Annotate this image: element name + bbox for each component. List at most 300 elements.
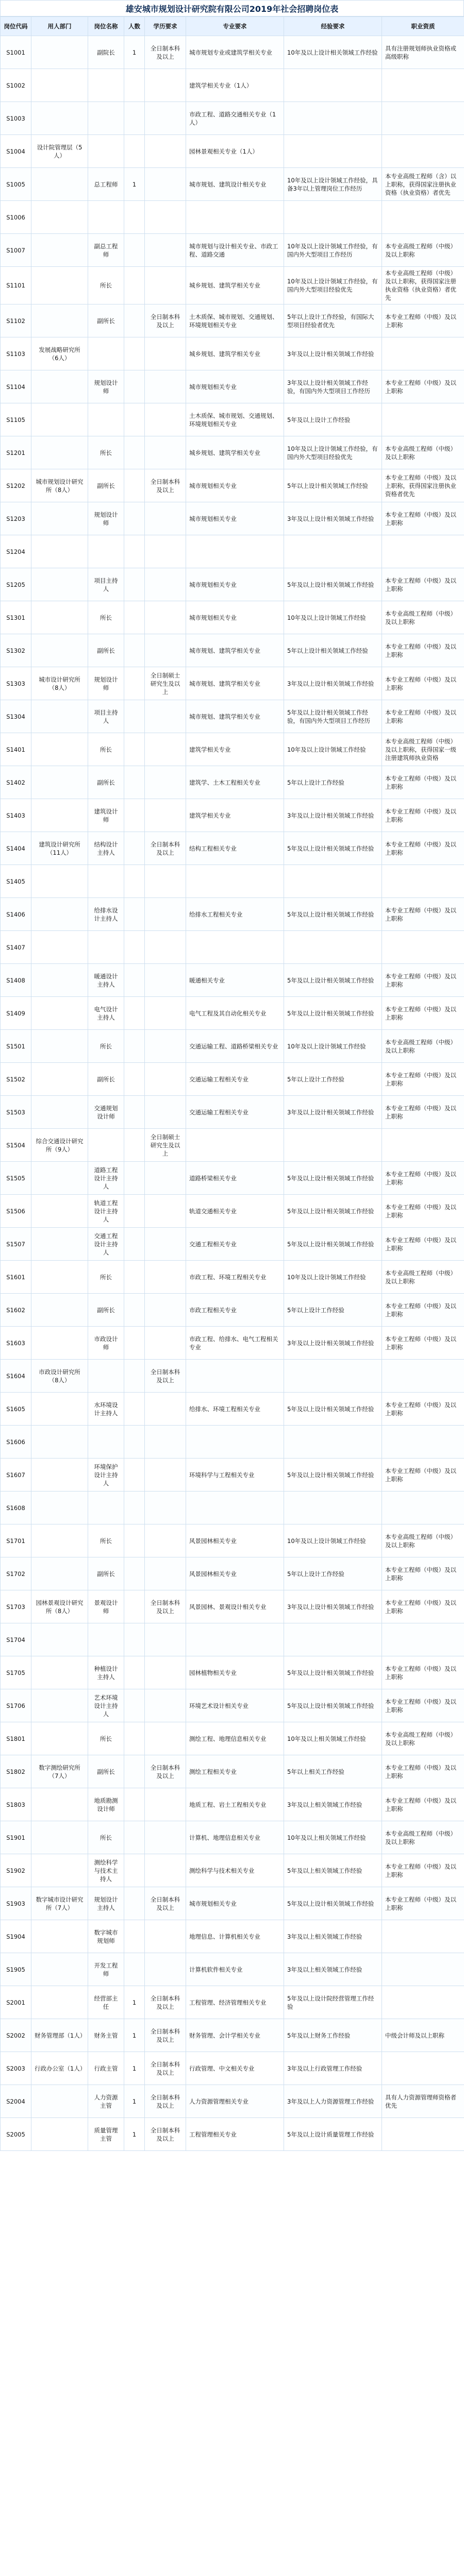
header-cell: 用人部门 bbox=[31, 17, 88, 36]
major-requirement-cell: 城市规划相关专业 bbox=[186, 568, 284, 601]
department-cell bbox=[31, 1920, 88, 1953]
education-cell bbox=[145, 700, 186, 733]
headcount-cell bbox=[124, 1887, 145, 1920]
qualification-cell: 本专业工程师（中级）及以上职称 bbox=[382, 997, 464, 1030]
table-row bbox=[1, 1689, 464, 1722]
header-cell: 人数 bbox=[124, 17, 145, 36]
post-code-cell: S1408 bbox=[1, 964, 31, 997]
header-cell: 岗位名称 bbox=[88, 17, 124, 36]
experience-requirement-cell bbox=[284, 1360, 382, 1393]
qualification-cell: 本专业工程师（中级）及以上职称 bbox=[382, 799, 464, 832]
headcount-cell bbox=[124, 69, 145, 102]
department-cell bbox=[31, 1722, 88, 1755]
qualification-cell: 本专业工程师（中级）及以上职称 bbox=[382, 1459, 464, 1492]
post-code-cell: S1802 bbox=[1, 1755, 31, 1788]
post-name-cell: 地质勘测设计师 bbox=[88, 1788, 124, 1821]
qualification-cell: 本专业工程师（中级）及以上职称 bbox=[382, 1327, 464, 1360]
education-cell bbox=[145, 601, 186, 634]
experience-requirement-cell: 5年及以上设计相关领域工作经验 bbox=[284, 1393, 382, 1426]
post-name-cell: 规划设计师 bbox=[88, 502, 124, 535]
experience-requirement-cell: 5年以上设计相关领域工作经验 bbox=[284, 469, 382, 502]
major-requirement-cell: 道路桥梁相关专业 bbox=[186, 1162, 284, 1195]
education-cell bbox=[145, 898, 186, 931]
qualification-cell: 本专业工程师（中级）及以上职称 bbox=[382, 1557, 464, 1590]
qualification-cell: 本专业高级工程师（中级）及以上职称 bbox=[382, 601, 464, 634]
post-code-cell: S1403 bbox=[1, 799, 31, 832]
qualification-cell bbox=[382, 931, 464, 964]
experience-requirement-cell: 3年及以上设计相关领域工作经验 bbox=[284, 667, 382, 700]
department-cell bbox=[31, 1821, 88, 1854]
post-code-cell: S1201 bbox=[1, 436, 31, 469]
experience-requirement-cell: 10年及以上设计领域工作经验 bbox=[284, 1524, 382, 1557]
post-name-cell: 所长 bbox=[88, 601, 124, 634]
table-row bbox=[1, 1426, 464, 1459]
education-cell bbox=[145, 1689, 186, 1722]
headcount-cell: 1 bbox=[124, 2118, 145, 2151]
qualification-cell: 中级会计师及以上职称 bbox=[382, 2019, 464, 2052]
post-code-cell: S1607 bbox=[1, 1459, 31, 1492]
department-cell bbox=[31, 799, 88, 832]
post-code-cell: S1401 bbox=[1, 733, 31, 766]
department-cell bbox=[31, 634, 88, 667]
department-cell bbox=[31, 234, 88, 267]
qualification-cell: 本专业高级工程师（中级）及以上职称 bbox=[382, 1524, 464, 1557]
post-name-cell: 副所长 bbox=[88, 1063, 124, 1096]
department-cell bbox=[31, 1788, 88, 1821]
table-row bbox=[1, 2052, 464, 2085]
experience-requirement-cell: 10年及以上设计领域工作经验 bbox=[284, 1261, 382, 1294]
table-row bbox=[1, 304, 464, 337]
major-requirement-cell: 城乡规划、建筑学相关专业 bbox=[186, 267, 284, 304]
headcount-cell bbox=[124, 1590, 145, 1623]
education-cell bbox=[145, 267, 186, 304]
experience-requirement-cell bbox=[284, 1492, 382, 1524]
department-cell bbox=[31, 2085, 88, 2118]
post-name-cell: 交通规划设计师 bbox=[88, 1096, 124, 1129]
department-cell bbox=[31, 201, 88, 234]
headcount-cell bbox=[124, 1261, 145, 1294]
department-cell bbox=[31, 1492, 88, 1524]
headcount-cell bbox=[124, 799, 145, 832]
post-code-cell: S1705 bbox=[1, 1656, 31, 1689]
major-requirement-cell: 土木质保、城市规划、交通规划、环境规划相关专业 bbox=[186, 403, 284, 436]
experience-requirement-cell: 10年及以上设计领域工作经验 bbox=[284, 733, 382, 766]
table-row bbox=[1, 267, 464, 304]
experience-requirement-cell: 10年及以上相关领域工作经验 bbox=[284, 1722, 382, 1755]
education-cell: 全日制硕士研究生及以上 bbox=[145, 1129, 186, 1162]
headcount-cell bbox=[124, 997, 145, 1030]
department-cell bbox=[31, 502, 88, 535]
department-cell: 城市设计研究所（8人） bbox=[31, 667, 88, 700]
post-code-cell: S1904 bbox=[1, 1920, 31, 1953]
experience-requirement-cell: 10年及以上设计领域工作经验 bbox=[284, 601, 382, 634]
post-name-cell: 所长 bbox=[88, 1524, 124, 1557]
post-code-cell: S1302 bbox=[1, 634, 31, 667]
department-cell: 市政设计研究所（8人） bbox=[31, 1360, 88, 1393]
major-requirement-cell: 交通工程相关专业 bbox=[186, 1228, 284, 1261]
experience-requirement-cell bbox=[284, 102, 382, 135]
post-name-cell bbox=[88, 535, 124, 568]
post-code-cell: S1903 bbox=[1, 1887, 31, 1920]
table-row bbox=[1, 135, 464, 168]
headcount-cell bbox=[124, 931, 145, 964]
education-cell bbox=[145, 436, 186, 469]
post-code-cell: S1407 bbox=[1, 931, 31, 964]
post-name-cell: 副所长 bbox=[88, 634, 124, 667]
experience-requirement-cell bbox=[284, 1129, 382, 1162]
post-name-cell: 艺术环境设计主持人 bbox=[88, 1689, 124, 1722]
department-cell bbox=[31, 1162, 88, 1195]
headcount-cell: 1 bbox=[124, 2085, 145, 2118]
table-row bbox=[1, 403, 464, 436]
experience-requirement-cell bbox=[284, 865, 382, 898]
post-name-cell bbox=[88, 69, 124, 102]
post-name-cell: 水环境设计主持人 bbox=[88, 1393, 124, 1426]
post-code-cell: S1301 bbox=[1, 601, 31, 634]
department-cell bbox=[31, 370, 88, 403]
department-cell: 园林景观设计研究所（8人） bbox=[31, 1590, 88, 1623]
post-code-cell: S2004 bbox=[1, 2085, 31, 2118]
education-cell: 全日制本科及以上 bbox=[145, 36, 186, 69]
education-cell bbox=[145, 234, 186, 267]
education-cell bbox=[145, 931, 186, 964]
experience-requirement-cell: 5年及以上相关领域工作经验 bbox=[284, 1854, 382, 1887]
department-cell bbox=[31, 36, 88, 69]
education-cell: 全日制硕士研究生及以上 bbox=[145, 667, 186, 700]
major-requirement-cell: 城乡规划、建筑学相关专业 bbox=[186, 436, 284, 469]
post-name-cell: 建筑设计师 bbox=[88, 799, 124, 832]
headcount-cell bbox=[124, 898, 145, 931]
qualification-cell bbox=[382, 1986, 464, 2019]
headcount-cell bbox=[124, 502, 145, 535]
education-cell bbox=[145, 1228, 186, 1261]
education-cell bbox=[145, 1492, 186, 1524]
education-cell bbox=[145, 102, 186, 135]
table-row bbox=[1, 1030, 464, 1063]
department-cell bbox=[31, 436, 88, 469]
qualification-cell bbox=[382, 135, 464, 168]
experience-requirement-cell: 5年及以上设计相关领域工作经验 bbox=[284, 1228, 382, 1261]
department-cell: 综合交通设计研究所（9人） bbox=[31, 1129, 88, 1162]
department-cell: 行政办公室（1人） bbox=[31, 2052, 88, 2085]
post-code-cell: S1406 bbox=[1, 898, 31, 931]
experience-requirement-cell: 3年及以上设计相关领域工作经验，有国内外大型项目工作经历 bbox=[284, 370, 382, 403]
major-requirement-cell: 城市规划相关专业 bbox=[186, 502, 284, 535]
experience-requirement-cell: 5年及以上设计相关领域工作经验 bbox=[284, 568, 382, 601]
education-cell bbox=[145, 799, 186, 832]
education-cell bbox=[145, 766, 186, 799]
department-cell bbox=[31, 766, 88, 799]
post-name-cell: 规划设计主持人 bbox=[88, 1887, 124, 1920]
qualification-cell bbox=[382, 2118, 464, 2151]
table-row bbox=[1, 1788, 464, 1821]
major-requirement-cell: 市政工程、给排水、电气工程相关专业 bbox=[186, 1327, 284, 1360]
education-cell bbox=[145, 370, 186, 403]
major-requirement-cell: 建筑学相关专业 bbox=[186, 733, 284, 766]
table-body bbox=[1, 36, 464, 2151]
qualification-cell bbox=[382, 1920, 464, 1953]
table-row bbox=[1, 436, 464, 469]
post-name-cell: 项目主持人 bbox=[88, 700, 124, 733]
department-cell bbox=[31, 1854, 88, 1887]
education-cell bbox=[145, 1195, 186, 1228]
experience-requirement-cell: 3年及以上设计相关领域工作经验 bbox=[284, 1327, 382, 1360]
department-cell: 设计院管理层（5人） bbox=[31, 135, 88, 168]
experience-requirement-cell: 10年及以上设计领域工作经验，有国内外大型项目经验优先 bbox=[284, 267, 382, 304]
department-cell bbox=[31, 1986, 88, 2019]
major-requirement-cell: 建筑学、土木工程相关专业 bbox=[186, 766, 284, 799]
post-name-cell: 市政设计师 bbox=[88, 1327, 124, 1360]
headcount-cell bbox=[124, 535, 145, 568]
qualification-cell: 本专业高级工程师（中级）及以上职称 bbox=[382, 1030, 464, 1063]
education-cell bbox=[145, 634, 186, 667]
experience-requirement-cell: 5年及以上设计相关领域工作经验 bbox=[284, 997, 382, 1030]
experience-requirement-cell: 3年及以上设计相关领域工作经验 bbox=[284, 1590, 382, 1623]
major-requirement-cell: 城市规划与设计相关专业、市政工程、道路交通 bbox=[186, 234, 284, 267]
table-row bbox=[1, 733, 464, 766]
major-requirement-cell bbox=[186, 1623, 284, 1656]
department-cell bbox=[31, 1459, 88, 1492]
education-cell bbox=[145, 1557, 186, 1590]
qualification-cell: 本专业工程师（中级）及以上职称 bbox=[382, 1195, 464, 1228]
post-name-cell bbox=[88, 1129, 124, 1162]
table-row bbox=[1, 1459, 464, 1492]
major-requirement-cell: 工程管理、经济管理相关专业 bbox=[186, 1986, 284, 2019]
major-requirement-cell: 城市规划相关专业 bbox=[186, 469, 284, 502]
headcount-cell bbox=[124, 234, 145, 267]
headcount-cell bbox=[124, 1030, 145, 1063]
department-cell bbox=[31, 1327, 88, 1360]
post-name-cell bbox=[88, 135, 124, 168]
experience-requirement-cell: 3年及以上设计相关领域工作经验 bbox=[284, 799, 382, 832]
headcount-cell bbox=[124, 469, 145, 502]
education-cell: 全日制本科及以上 bbox=[145, 2052, 186, 2085]
education-cell bbox=[145, 1096, 186, 1129]
headcount-cell bbox=[124, 102, 145, 135]
education-cell bbox=[145, 1920, 186, 1953]
post-name-cell bbox=[88, 865, 124, 898]
department-cell bbox=[31, 1030, 88, 1063]
education-cell bbox=[145, 337, 186, 370]
experience-requirement-cell bbox=[284, 931, 382, 964]
major-requirement-cell: 轨道交通相关专业 bbox=[186, 1195, 284, 1228]
major-requirement-cell bbox=[186, 1492, 284, 1524]
department-cell bbox=[31, 1096, 88, 1129]
education-cell bbox=[145, 1063, 186, 1096]
education-cell bbox=[145, 1623, 186, 1656]
education-cell bbox=[145, 69, 186, 102]
qualification-cell bbox=[382, 102, 464, 135]
department-cell bbox=[31, 1623, 88, 1656]
table-row bbox=[1, 964, 464, 997]
major-requirement-cell: 建筑学相关专业（1人） bbox=[186, 69, 284, 102]
experience-requirement-cell bbox=[284, 1623, 382, 1656]
education-cell bbox=[145, 1393, 186, 1426]
qualification-cell bbox=[382, 2052, 464, 2085]
major-requirement-cell: 风景园林相关专业 bbox=[186, 1557, 284, 1590]
qualification-cell: 本专业工程师（中级）及以上职称 bbox=[382, 766, 464, 799]
education-cell bbox=[145, 568, 186, 601]
department-cell bbox=[31, 568, 88, 601]
major-requirement-cell: 地质工程、岩土工程相关专业 bbox=[186, 1788, 284, 1821]
post-code-cell: S1105 bbox=[1, 403, 31, 436]
post-code-cell: S1405 bbox=[1, 865, 31, 898]
headcount-cell bbox=[124, 568, 145, 601]
department-cell bbox=[31, 964, 88, 997]
department-cell: 城市规划设计研究所（8人） bbox=[31, 469, 88, 502]
department-cell bbox=[31, 403, 88, 436]
department-cell: 数字测绘研究所（7人） bbox=[31, 1755, 88, 1788]
department-cell: 建筑设计研究所（11人） bbox=[31, 832, 88, 865]
post-code-cell: S1404 bbox=[1, 832, 31, 865]
table-row bbox=[1, 1920, 464, 1953]
table-row bbox=[1, 2019, 464, 2052]
post-code-cell: S1507 bbox=[1, 1228, 31, 1261]
experience-requirement-cell: 5年及以上设计相关领域工作经验 bbox=[284, 1887, 382, 1920]
major-requirement-cell bbox=[186, 1426, 284, 1459]
headcount-cell bbox=[124, 1656, 145, 1689]
headcount-cell bbox=[124, 304, 145, 337]
headcount-cell bbox=[124, 1623, 145, 1656]
post-code-cell: S1102 bbox=[1, 304, 31, 337]
qualification-cell: 本专业工程师（中级）及以上职称 bbox=[382, 964, 464, 997]
major-requirement-cell: 交通运输工程相关专业 bbox=[186, 1096, 284, 1129]
table-row bbox=[1, 535, 464, 568]
headcount-cell bbox=[124, 964, 145, 997]
education-cell: 全日制本科及以上 bbox=[145, 304, 186, 337]
post-code-cell: S1005 bbox=[1, 168, 31, 201]
post-code-cell: S1603 bbox=[1, 1327, 31, 1360]
table-row bbox=[1, 1063, 464, 1096]
experience-requirement-cell: 3年及以上设计相关领域工作经验 bbox=[284, 502, 382, 535]
qualification-cell: 本专业工程师（中级）及以上职称 bbox=[382, 898, 464, 931]
education-cell: 全日制本科及以上 bbox=[145, 1986, 186, 2019]
table-row bbox=[1, 1821, 464, 1854]
experience-requirement-cell: 3年及以上相关领域工作经验 bbox=[284, 1920, 382, 1953]
major-requirement-cell bbox=[186, 1360, 284, 1393]
qualification-cell: 本专业高级工程师（中级）及以上职称 bbox=[382, 436, 464, 469]
experience-requirement-cell: 3年及以上相关领域工作经验 bbox=[284, 1788, 382, 1821]
post-code-cell: S2003 bbox=[1, 2052, 31, 2085]
department-cell bbox=[31, 997, 88, 1030]
table-row bbox=[1, 865, 464, 898]
education-cell: 全日制本科及以上 bbox=[145, 2085, 186, 2118]
qualification-cell: 本专业工程师（中级）及以上职称 bbox=[382, 832, 464, 865]
education-cell bbox=[145, 1030, 186, 1063]
major-requirement-cell bbox=[186, 865, 284, 898]
major-requirement-cell: 测绘工程、地理信息相关专业 bbox=[186, 1722, 284, 1755]
post-name-cell: 人力资源主管 bbox=[88, 2085, 124, 2118]
qualification-cell bbox=[382, 69, 464, 102]
table-row bbox=[1, 1492, 464, 1524]
headcount-cell bbox=[124, 1228, 145, 1261]
education-cell bbox=[145, 1788, 186, 1821]
education-cell: 全日制本科及以上 bbox=[145, 832, 186, 865]
post-name-cell: 环境保护设计主持人 bbox=[88, 1459, 124, 1492]
major-requirement-cell: 风景园林相关专业 bbox=[186, 1524, 284, 1557]
table-row bbox=[1, 1524, 464, 1557]
qualification-cell: 本专业高级工程师（中级）及以上职称 bbox=[382, 1261, 464, 1294]
post-code-cell: S1801 bbox=[1, 1722, 31, 1755]
table-row bbox=[1, 898, 464, 931]
qualification-cell: 本专业工程师（中级）及以上职称 bbox=[382, 568, 464, 601]
major-requirement-cell: 暖通相关专业 bbox=[186, 964, 284, 997]
post-name-cell bbox=[88, 102, 124, 135]
headcount-cell bbox=[124, 267, 145, 304]
department-cell bbox=[31, 304, 88, 337]
post-name-cell: 电气设计主持人 bbox=[88, 997, 124, 1030]
table-row bbox=[1, 601, 464, 634]
department-cell bbox=[31, 1524, 88, 1557]
post-code-cell: S1001 bbox=[1, 36, 31, 69]
table-row bbox=[1, 1294, 464, 1327]
department-cell bbox=[31, 865, 88, 898]
department-cell bbox=[31, 1426, 88, 1459]
qualification-cell: 本专业工程师（中级）及以上职称 bbox=[382, 1228, 464, 1261]
table-row bbox=[1, 1986, 464, 2019]
headcount-cell bbox=[124, 601, 145, 634]
major-requirement-cell: 计算机软件相关专业 bbox=[186, 1953, 284, 1986]
major-requirement-cell: 结构工程相关专业 bbox=[186, 832, 284, 865]
major-requirement-cell: 城市规划相关专业 bbox=[186, 370, 284, 403]
experience-requirement-cell: 5年及以上设计相关领域工作经验 bbox=[284, 832, 382, 865]
headcount-cell: 1 bbox=[124, 1986, 145, 2019]
post-code-cell: S1602 bbox=[1, 1294, 31, 1327]
table-row bbox=[1, 102, 464, 135]
qualification-cell bbox=[382, 1953, 464, 1986]
education-cell bbox=[145, 1854, 186, 1887]
experience-requirement-cell: 5年及以上设计相关领域工作经验 bbox=[284, 964, 382, 997]
header-cell: 岗位代码 bbox=[1, 17, 31, 36]
major-requirement-cell: 给排水工程相关专业 bbox=[186, 898, 284, 931]
qualification-cell: 本专业工程师（中级）及以上职称 bbox=[382, 1590, 464, 1623]
headcount-cell bbox=[124, 1096, 145, 1129]
major-requirement-cell: 风景园林、景观设计相关专业 bbox=[186, 1590, 284, 1623]
education-cell bbox=[145, 135, 186, 168]
department-cell bbox=[31, 1953, 88, 1986]
headcount-cell bbox=[124, 1689, 145, 1722]
experience-requirement-cell: 5年以上设计工作经验 bbox=[284, 1063, 382, 1096]
table-row bbox=[1, 1162, 464, 1195]
experience-requirement-cell: 10年及以上设计领域工作经验 bbox=[284, 1030, 382, 1063]
experience-requirement-cell bbox=[284, 69, 382, 102]
post-code-cell: S2002 bbox=[1, 2019, 31, 2052]
qualification-cell: 本专业高级工程师（中级）及以上职称，获得国家一级注册建筑师执业资格 bbox=[382, 733, 464, 766]
education-cell: 全日制本科及以上 bbox=[145, 1590, 186, 1623]
table-row bbox=[1, 700, 464, 733]
post-name-cell: 所长 bbox=[88, 1030, 124, 1063]
post-name-cell: 测绘科学与技术主持人 bbox=[88, 1854, 124, 1887]
table-row bbox=[1, 201, 464, 234]
major-requirement-cell: 市政工程相关专业 bbox=[186, 1294, 284, 1327]
qualification-cell bbox=[382, 1360, 464, 1393]
table-row bbox=[1, 1623, 464, 1656]
department-cell bbox=[31, 1063, 88, 1096]
education-cell bbox=[145, 1953, 186, 1986]
table-row bbox=[1, 2118, 464, 2151]
post-code-cell: S1303 bbox=[1, 667, 31, 700]
major-requirement-cell bbox=[186, 931, 284, 964]
table-row bbox=[1, 337, 464, 370]
major-requirement-cell: 地理信息、计算机相关专业 bbox=[186, 1920, 284, 1953]
major-requirement-cell: 财务管理、会计学相关专业 bbox=[186, 2019, 284, 2052]
major-requirement-cell: 园林景观相关专业（1人） bbox=[186, 135, 284, 168]
post-code-cell: S2005 bbox=[1, 2118, 31, 2151]
education-cell bbox=[145, 1327, 186, 1360]
headcount-cell bbox=[124, 1854, 145, 1887]
qualification-cell: 本专业工程师（中级）及以上职称，获得国家注册执业资格者优先 bbox=[382, 469, 464, 502]
post-name-cell: 开发工程师 bbox=[88, 1953, 124, 1986]
